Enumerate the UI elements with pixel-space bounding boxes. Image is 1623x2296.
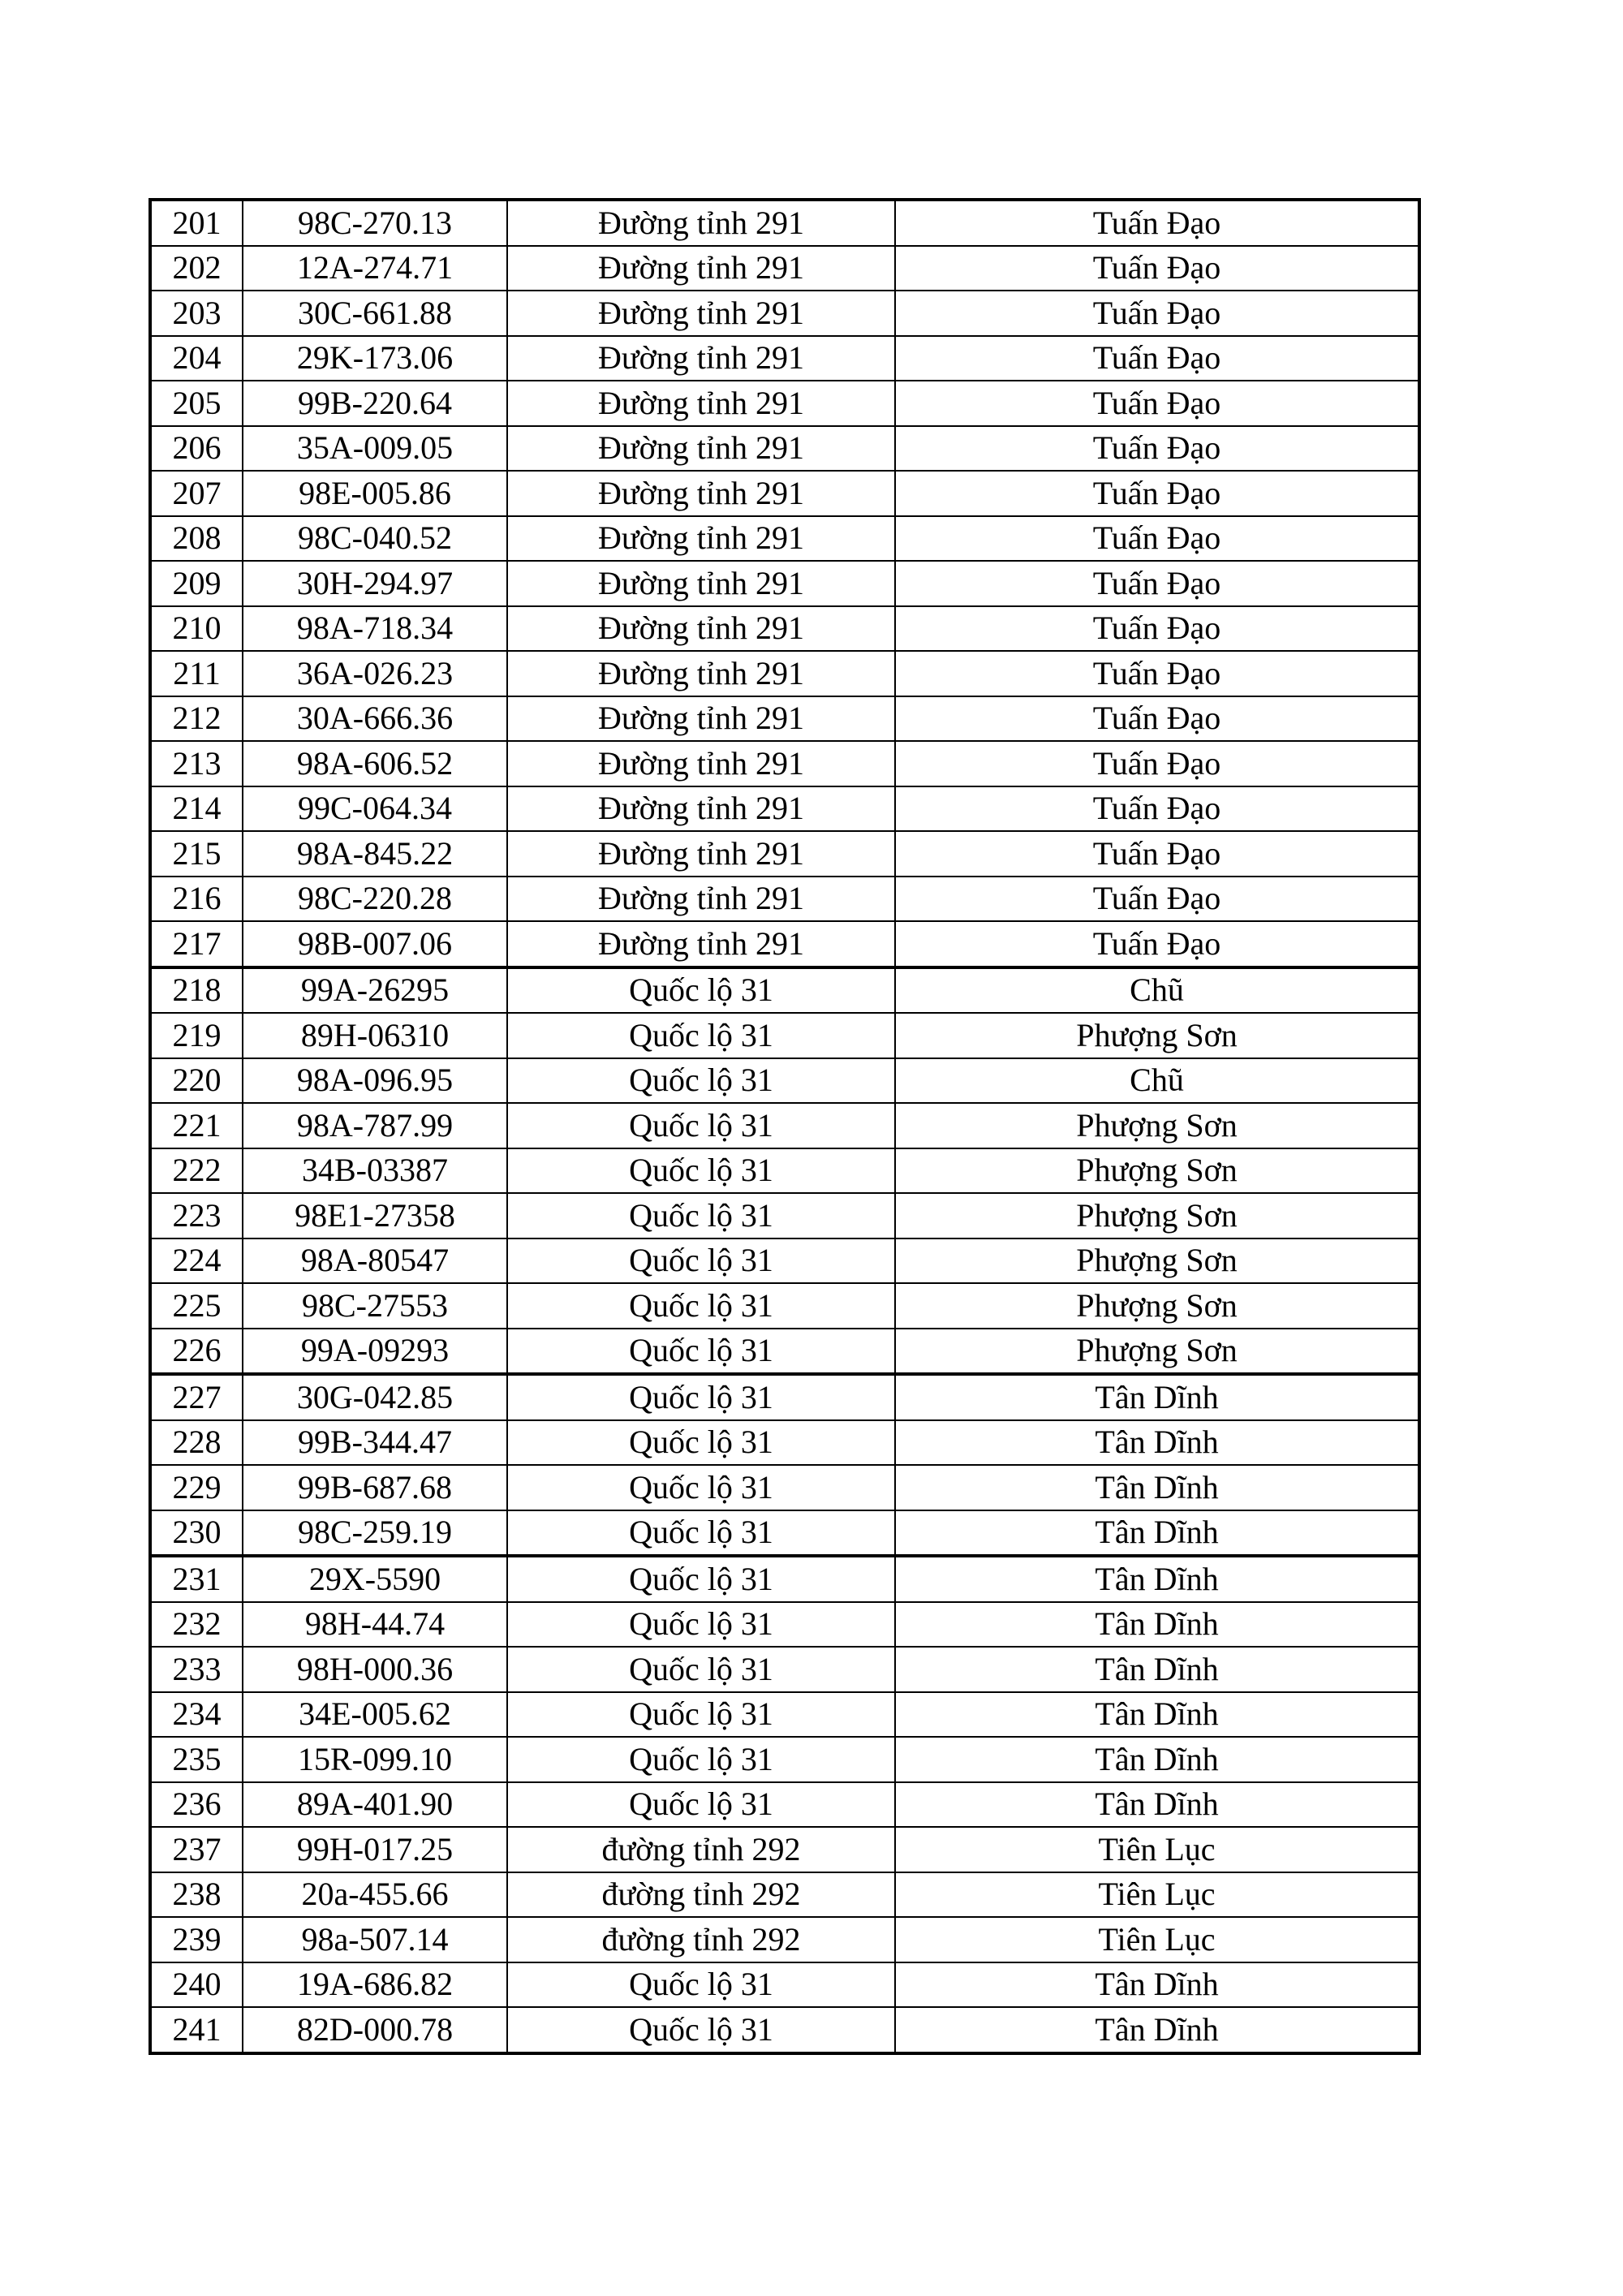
row-number-cell: 238	[150, 1872, 243, 1918]
license-plate-cell: 89A-401.90	[243, 1782, 507, 1828]
commune-cell: Phượng Sơn	[895, 1013, 1419, 1058]
table-row	[150, 426, 1419, 472]
row-number-cell: 230	[150, 1510, 243, 1557]
row-number-cell: 222	[150, 1148, 243, 1194]
table-row	[150, 1647, 1419, 1692]
table-row	[150, 1510, 1419, 1557]
row-number-cell: 235	[150, 1737, 243, 1782]
table-row	[150, 1103, 1419, 1148]
table-row	[150, 1556, 1419, 1602]
row-number-cell: 204	[150, 336, 243, 381]
commune-cell: Phượng Sơn	[895, 1329, 1419, 1375]
row-number-cell: 223	[150, 1193, 243, 1238]
table-row	[150, 1962, 1419, 2008]
row-number-cell: 220	[150, 1058, 243, 1104]
license-plate-cell: 98C-259.19	[243, 1510, 507, 1557]
table-row	[150, 1374, 1419, 1420]
road-cell: Đường tỉnh 291	[507, 877, 895, 922]
road-cell: Quốc lộ 31	[507, 1556, 895, 1602]
table-row	[150, 831, 1419, 877]
road-cell: Đường tỉnh 291	[507, 651, 895, 696]
road-cell: Quốc lộ 31	[507, 1465, 895, 1510]
table-body	[150, 200, 1419, 2053]
row-number-cell: 225	[150, 1283, 243, 1329]
row-number-cell: 233	[150, 1647, 243, 1692]
license-plate-cell: 29K-173.06	[243, 336, 507, 381]
license-plate-cell: 98a-507.14	[243, 1917, 507, 1962]
license-plate-cell: 98B-007.06	[243, 921, 507, 967]
license-plate-cell: 98E-005.86	[243, 471, 507, 516]
table-row	[150, 1283, 1419, 1329]
commune-cell: Tân Dĩnh	[895, 1737, 1419, 1782]
road-cell: Quốc lộ 31	[507, 1420, 895, 1466]
commune-cell: Tuấn Đạo	[895, 696, 1419, 742]
license-plate-cell: 98H-000.36	[243, 1647, 507, 1692]
road-cell: Quốc lộ 31	[507, 967, 895, 1014]
commune-cell: Tuấn Đạo	[895, 426, 1419, 472]
table-row	[150, 291, 1419, 336]
row-number-cell: 221	[150, 1103, 243, 1148]
table-row	[150, 381, 1419, 426]
license-plate-cell: 98C-270.13	[243, 200, 507, 246]
commune-cell: Tuấn Đạo	[895, 651, 1419, 696]
road-cell: Quốc lộ 31	[507, 1510, 895, 1557]
commune-cell: Tuấn Đạo	[895, 381, 1419, 426]
row-number-cell: 210	[150, 606, 243, 652]
license-plate-cell: 30H-294.97	[243, 561, 507, 606]
road-cell: Đường tỉnh 291	[507, 741, 895, 786]
commune-cell: Tuấn Đạo	[895, 561, 1419, 606]
road-cell: Đường tỉnh 291	[507, 606, 895, 652]
road-cell: Quốc lộ 31	[507, 1193, 895, 1238]
row-number-cell: 214	[150, 786, 243, 832]
license-plate-cell: 99H-017.25	[243, 1827, 507, 1872]
road-cell: đường tỉnh 292	[507, 1827, 895, 1872]
commune-cell: Tân Dĩnh	[895, 1465, 1419, 1510]
row-number-cell: 219	[150, 1013, 243, 1058]
license-plate-cell: 98H-44.74	[243, 1602, 507, 1648]
table-row	[150, 200, 1419, 246]
table-row	[150, 696, 1419, 742]
table-row	[150, 1013, 1419, 1058]
road-cell: đường tỉnh 292	[507, 1917, 895, 1962]
commune-cell: Tuấn Đạo	[895, 516, 1419, 562]
row-number-cell: 218	[150, 967, 243, 1014]
license-plate-cell: 99B-220.64	[243, 381, 507, 426]
row-number-cell: 203	[150, 291, 243, 336]
license-plate-cell: 98A-718.34	[243, 606, 507, 652]
license-plate-cell: 34B-03387	[243, 1148, 507, 1194]
commune-cell: Phượng Sơn	[895, 1238, 1419, 1284]
license-plate-cell: 82D-000.78	[243, 2007, 507, 2053]
row-number-cell: 234	[150, 1692, 243, 1738]
road-cell: Quốc lộ 31	[507, 1283, 895, 1329]
row-number-cell: 240	[150, 1962, 243, 2008]
row-number-cell: 215	[150, 831, 243, 877]
road-cell: Đường tỉnh 291	[507, 200, 895, 246]
road-cell: Quốc lộ 31	[507, 1602, 895, 1648]
license-plate-cell: 30G-042.85	[243, 1374, 507, 1420]
road-cell: Quốc lộ 31	[507, 1238, 895, 1284]
commune-cell: Tân Dĩnh	[895, 1556, 1419, 1602]
commune-cell: Tuấn Đạo	[895, 786, 1419, 832]
commune-cell: Tân Dĩnh	[895, 1602, 1419, 1648]
road-cell: Đường tỉnh 291	[507, 426, 895, 472]
road-cell: Quốc lộ 31	[507, 1103, 895, 1148]
license-plate-cell: 98A-787.99	[243, 1103, 507, 1148]
table-row	[150, 1827, 1419, 1872]
commune-cell: Tiên Lục	[895, 1872, 1419, 1918]
table-row	[150, 1602, 1419, 1648]
license-plate-cell: 98C-27553	[243, 1283, 507, 1329]
table-row	[150, 1737, 1419, 1782]
license-plate-cell: 30A-666.36	[243, 696, 507, 742]
road-cell: Quốc lộ 31	[507, 1692, 895, 1738]
table-row	[150, 1329, 1419, 1375]
commune-cell: Phượng Sơn	[895, 1193, 1419, 1238]
table-row	[150, 471, 1419, 516]
road-cell: Quốc lộ 31	[507, 1647, 895, 1692]
row-number-cell: 217	[150, 921, 243, 967]
row-number-cell: 224	[150, 1238, 243, 1284]
license-plate-cell: 99A-26295	[243, 967, 507, 1014]
license-plate-cell: 34E-005.62	[243, 1692, 507, 1738]
commune-cell: Tiên Lục	[895, 1827, 1419, 1872]
license-plate-cell: 99B-687.68	[243, 1465, 507, 1510]
row-number-cell: 216	[150, 877, 243, 922]
commune-cell: Tuấn Đạo	[895, 831, 1419, 877]
road-cell: Đường tỉnh 291	[507, 831, 895, 877]
table-row	[150, 1193, 1419, 1238]
road-cell: Quốc lộ 31	[507, 1013, 895, 1058]
commune-cell: Phượng Sơn	[895, 1148, 1419, 1194]
table-row	[150, 1692, 1419, 1738]
table-row	[150, 516, 1419, 562]
row-number-cell: 226	[150, 1329, 243, 1375]
row-number-cell: 239	[150, 1917, 243, 1962]
road-cell: Quốc lộ 31	[507, 1058, 895, 1104]
table-row	[150, 336, 1419, 381]
commune-cell: Chũ	[895, 1058, 1419, 1104]
table-row	[150, 246, 1419, 291]
row-number-cell: 229	[150, 1465, 243, 1510]
table-row	[150, 1782, 1419, 1828]
row-number-cell: 211	[150, 651, 243, 696]
commune-cell: Tuấn Đạo	[895, 741, 1419, 786]
table-row	[150, 967, 1419, 1014]
row-number-cell: 202	[150, 246, 243, 291]
road-cell: Đường tỉnh 291	[507, 336, 895, 381]
road-cell: Đường tỉnh 291	[507, 381, 895, 426]
license-plate-cell: 35A-009.05	[243, 426, 507, 472]
commune-cell: Tân Dĩnh	[895, 1420, 1419, 1466]
license-plate-cell: 98A-845.22	[243, 831, 507, 877]
table-row	[150, 1148, 1419, 1194]
commune-cell: Tân Dĩnh	[895, 1510, 1419, 1557]
license-plate-cell: 98A-096.95	[243, 1058, 507, 1104]
license-plate-cell: 36A-026.23	[243, 651, 507, 696]
commune-cell: Tân Dĩnh	[895, 1692, 1419, 1738]
table-row	[150, 1465, 1419, 1510]
road-cell: Đường tỉnh 291	[507, 696, 895, 742]
license-plate-cell: 15R-099.10	[243, 1737, 507, 1782]
road-cell: Quốc lộ 31	[507, 1737, 895, 1782]
road-cell: Đường tỉnh 291	[507, 516, 895, 562]
license-plate-cell: 98E1-27358	[243, 1193, 507, 1238]
row-number-cell: 227	[150, 1374, 243, 1420]
commune-cell: Tân Dĩnh	[895, 1647, 1419, 1692]
road-cell: Quốc lộ 31	[507, 1148, 895, 1194]
road-cell: Đường tỉnh 291	[507, 561, 895, 606]
row-number-cell: 236	[150, 1782, 243, 1828]
license-plate-cell: 98A-606.52	[243, 741, 507, 786]
commune-cell: Tân Dĩnh	[895, 2007, 1419, 2053]
table-row	[150, 606, 1419, 652]
row-number-cell: 213	[150, 741, 243, 786]
license-plate-cell: 20a-455.66	[243, 1872, 507, 1918]
license-plate-cell: 98C-040.52	[243, 516, 507, 562]
commune-cell: Tuấn Đạo	[895, 921, 1419, 967]
table-row	[150, 877, 1419, 922]
commune-cell: Phượng Sơn	[895, 1103, 1419, 1148]
commune-cell: Tân Dĩnh	[895, 1962, 1419, 2008]
row-number-cell: 212	[150, 696, 243, 742]
table-row	[150, 1917, 1419, 1962]
row-number-cell: 209	[150, 561, 243, 606]
row-number-cell: 207	[150, 471, 243, 516]
row-number-cell: 232	[150, 1602, 243, 1648]
road-cell: Quốc lộ 31	[507, 1782, 895, 1828]
commune-cell: Tuấn Đạo	[895, 291, 1419, 336]
table-row	[150, 741, 1419, 786]
license-plate-cell: 30C-661.88	[243, 291, 507, 336]
road-cell: Đường tỉnh 291	[507, 246, 895, 291]
road-cell: Đường tỉnh 291	[507, 921, 895, 967]
row-number-cell: 205	[150, 381, 243, 426]
license-plate-cell: 89H-06310	[243, 1013, 507, 1058]
road-cell: Quốc lộ 31	[507, 2007, 895, 2053]
commune-cell: Tuấn Đạo	[895, 606, 1419, 652]
license-plate-cell: 12A-274.71	[243, 246, 507, 291]
vehicle-violation-table	[149, 198, 1421, 2055]
license-plate-cell: 99C-064.34	[243, 786, 507, 832]
table-row	[150, 921, 1419, 967]
table-row	[150, 1420, 1419, 1466]
commune-cell: Tân Dĩnh	[895, 1782, 1419, 1828]
commune-cell: Tân Dĩnh	[895, 1374, 1419, 1420]
row-number-cell: 228	[150, 1420, 243, 1466]
license-plate-cell: 19A-686.82	[243, 1962, 507, 2008]
commune-cell: Tuấn Đạo	[895, 877, 1419, 922]
row-number-cell: 231	[150, 1556, 243, 1602]
table-row	[150, 1872, 1419, 1918]
license-plate-cell: 99B-344.47	[243, 1420, 507, 1466]
commune-cell: Phượng Sơn	[895, 1283, 1419, 1329]
commune-cell: Tuấn Đạo	[895, 246, 1419, 291]
table-row	[150, 561, 1419, 606]
road-cell: Đường tỉnh 291	[507, 786, 895, 832]
license-plate-cell: 99A-09293	[243, 1329, 507, 1375]
table-row	[150, 1058, 1419, 1104]
road-cell: Quốc lộ 31	[507, 1329, 895, 1375]
license-plate-cell: 29X-5590	[243, 1556, 507, 1602]
table-row	[150, 651, 1419, 696]
road-cell: Quốc lộ 31	[507, 1962, 895, 2008]
road-cell: Đường tỉnh 291	[507, 471, 895, 516]
commune-cell: Tuấn Đạo	[895, 336, 1419, 381]
license-plate-cell: 98C-220.28	[243, 877, 507, 922]
road-cell: Quốc lộ 31	[507, 1374, 895, 1420]
road-cell: Đường tỉnh 291	[507, 291, 895, 336]
commune-cell: Tuấn Đạo	[895, 471, 1419, 516]
table-row	[150, 1238, 1419, 1284]
license-plate-cell: 98A-80547	[243, 1238, 507, 1284]
road-cell: đường tỉnh 292	[507, 1872, 895, 1918]
row-number-cell: 208	[150, 516, 243, 562]
commune-cell: Tiên Lục	[895, 1917, 1419, 1962]
commune-cell: Tuấn Đạo	[895, 200, 1419, 246]
commune-cell: Chũ	[895, 967, 1419, 1014]
row-number-cell: 201	[150, 200, 243, 246]
row-number-cell: 241	[150, 2007, 243, 2053]
row-number-cell: 237	[150, 1827, 243, 1872]
row-number-cell: 206	[150, 426, 243, 472]
table-row	[150, 786, 1419, 832]
table-row	[150, 2007, 1419, 2053]
